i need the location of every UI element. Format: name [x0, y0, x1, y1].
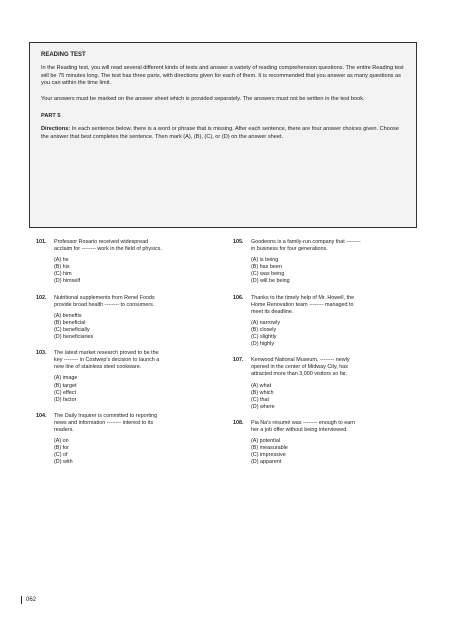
answer-option: (A) what	[251, 382, 272, 389]
answer-option: (C) that	[251, 396, 269, 403]
answer-option: (B) his	[54, 264, 70, 271]
answer-option: (A) on	[54, 438, 69, 445]
question-stem: Goodeons is a family-run company that -------- in business for four generations.	[251, 239, 361, 253]
answer-option: (D) will be being	[251, 278, 290, 285]
section-heading: READING TEST	[41, 52, 86, 58]
answer-option: (A) image	[54, 375, 78, 382]
answer-option: (A) is being	[251, 257, 279, 264]
answer-option: (D) apparent	[251, 459, 282, 466]
directions-text: In each sentence below, there is a word or phrase that is missing. After each sentence, there are four answer choices given. Choose the answer that best completes the sentence. Then mark (A), (B), (C), or (D) on the answer sheet.	[41, 126, 399, 140]
question-102	[36, 295, 206, 342]
question-105	[233, 239, 403, 286]
directions	[41, 126, 406, 141]
answer-option: (A) benefits	[54, 312, 82, 319]
question-stem: The latest market research proved to be the key -------- in Costwep's decision to launch a new line of stainless steel cookware.	[54, 350, 160, 371]
answer-option: (D) highly	[251, 341, 275, 348]
question-stem: Pia Na's résumé was -------- enough to earn her a job offer without being interviewed.	[251, 419, 356, 433]
question-number: 106.	[233, 294, 244, 301]
answer-option: (B) closely	[251, 326, 277, 333]
question-number: 104.	[36, 412, 47, 419]
answer-option: (A) narrowly	[251, 319, 281, 326]
answer-option: (A) he	[54, 257, 69, 264]
answer-option: (D) where	[251, 403, 275, 410]
intro-paragraph: In the Reading test, you will read several different kinds of texts and answer a variety of reading comprehension questions. The entire Reading test will be 75 minutes long. The test has three parts, with directions given for each of them. It is recommended that you answer as many questions as you can within the time limit.	[41, 65, 404, 87]
question-108	[233, 420, 403, 467]
question-106	[233, 295, 403, 349]
answer-option: (B) for	[54, 445, 69, 452]
question-column-left	[36, 239, 206, 475]
answer-option: (A) potential	[251, 438, 281, 445]
instructions-box	[29, 42, 417, 228]
answer-sheet-note: Your answers must be marked on the answer sheet which is provided separately. The answers must not be written in the test book.	[41, 95, 365, 102]
question-number: 101.	[36, 239, 47, 245]
question-stem: Kenwood National Museum, -------- newly opened in the center of Midway City, has attracted more than 3,000 visitors so far.	[251, 357, 350, 378]
question-number: 108.	[233, 419, 244, 426]
question-stem: Professor Rosario received widespread acclaim for -------- work in the field of physics.	[54, 239, 162, 253]
question-103	[36, 350, 206, 404]
answer-option: (C) slightly	[251, 334, 277, 341]
question-number: 103.	[36, 350, 47, 357]
answer-option: (B) measurable	[251, 445, 288, 452]
answer-option: (B) has been	[251, 264, 282, 271]
answer-option: (D) with	[54, 459, 73, 466]
part-title: PART 5	[41, 113, 61, 120]
answer-option: (B) beneficial	[54, 319, 86, 326]
page-number: 062	[21, 596, 36, 604]
question-number: 105.	[233, 239, 244, 245]
question-stem: Thanks to the timely help of Mr. Howell, the Home Renovation team -------- managed to meet its deadline.	[251, 294, 355, 315]
answer-option: (B) which	[251, 389, 274, 396]
directions-label: Directions:	[41, 126, 71, 133]
answer-option: (C) impressive	[251, 452, 286, 459]
answer-option: (D) factor	[54, 396, 77, 403]
question-number: 107.	[233, 357, 244, 364]
question-stem: The Daily Inquirer is committed to reporting news and information -------- interest to its readers.	[54, 412, 158, 433]
question-column-right	[233, 239, 403, 475]
question-101	[36, 239, 206, 286]
answer-option: (B) target	[54, 382, 77, 389]
answer-option: (C) was being	[251, 271, 285, 278]
question-107	[233, 357, 403, 411]
answer-option: (D) himself	[54, 278, 81, 285]
question-104	[36, 413, 206, 467]
answer-option: (C) him	[54, 271, 72, 278]
answer-option: (C) of	[54, 452, 68, 459]
answer-option: (C) beneficially	[54, 326, 90, 333]
answer-option: (C) effect	[54, 389, 77, 396]
question-number: 102.	[36, 294, 47, 301]
question-stem: Nutritional supplements from Renel Foods provide broad health -------- to consumers.	[54, 294, 155, 308]
answer-option: (D) beneficiaries	[54, 334, 94, 341]
